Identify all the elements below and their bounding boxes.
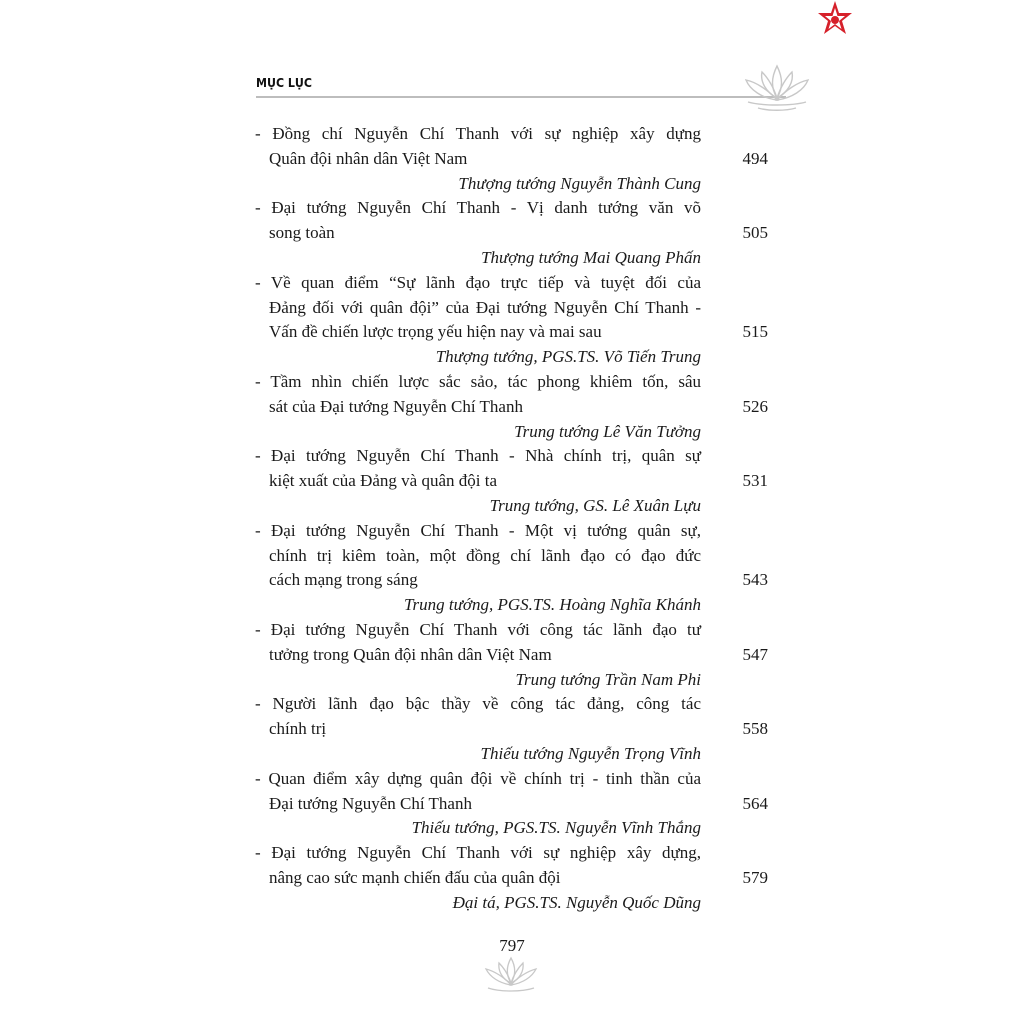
toc-entry-title-line: - Về quan điểm “Sự lãnh đạo trực tiếp và tuyệt đối của — [255, 272, 701, 292]
toc-entry-title-line: - Đại tướng Nguyễn Chí Thanh - Một vị tướng quân sự, — [255, 520, 701, 540]
toc-entry-author: Thượng tướng Nguyễn Thành Cung — [458, 173, 701, 193]
lotus-ornament-bottom-icon — [480, 952, 542, 996]
toc-entry-author: Trung tướng, PGS.TS. Hoàng Nghĩa Khánh — [404, 595, 701, 615]
header-divider — [256, 96, 786, 98]
toc-entry-title-line: - Tầm nhìn chiến lược sắc sảo, tác phong khiêm tốn, sâu — [255, 372, 701, 391]
toc-entry-author: Thiếu tướng, PGS.TS. Nguyễn Vĩnh Thắng — [411, 818, 701, 838]
toc-entry-title-line: - Đại tướng Nguyễn Chí Thanh với sự nghiệp xây dựng, — [255, 843, 701, 863]
page-number: 797 — [499, 936, 525, 955]
toc-entry-page-number: 543 — [742, 570, 768, 590]
lotus-ornament-icon — [738, 58, 816, 118]
toc-entry-title-line: chính trị — [269, 719, 327, 739]
toc-entry-title-line: kiệt xuất của Đảng và quân đội ta — [269, 471, 498, 491]
toc-entry-author: Thiếu tướng Nguyễn Trọng Vĩnh — [480, 744, 701, 763]
toc-entry-title-line: - Đại tướng Nguyễn Chí Thanh - Vị danh tướng văn võ — [255, 198, 701, 218]
toc-entry-page-number: 547 — [742, 644, 768, 664]
toc-entry-title-line: Quân đội nhân dân Việt Nam — [269, 148, 468, 168]
toc-entry-author: Trung tướng, GS. Lê Xuân Lựu — [489, 496, 701, 515]
toc-entry-title-line: Vấn đề chiến lược trọng yếu hiện nay và mai sau — [269, 322, 602, 342]
toc-entry-author: Đại tá, PGS.TS. Nguyễn Quốc Dũng — [452, 892, 701, 912]
toc-entry-title-line: - Đại tướng Nguyễn Chí Thanh - Nhà chính trị, quân sự — [255, 446, 701, 466]
toc-entry-title-line: nâng cao sức mạnh chiến đấu của quân đội — [269, 868, 561, 887]
toc-entry-page-number: 515 — [742, 322, 768, 342]
toc-entry-title-line: sát của Đại tướng Nguyễn Chí Thanh — [269, 396, 523, 416]
toc-entry-page-number: 531 — [742, 471, 768, 491]
toc-entry-author: Thượng tướng Mai Quang Phấn — [481, 248, 701, 267]
toc-entry-title-line: tưởng trong Quân đội nhân dân Việt Nam — [269, 644, 552, 664]
toc-entry-title-line: chính trị kiêm toàn, một đồng chí lãnh đạo có đạo đức — [269, 545, 701, 565]
toc-entry-title-line: cách mạng trong sáng — [269, 570, 418, 590]
toc-entry-title-line: Đại tướng Nguyễn Chí Thanh — [269, 793, 472, 813]
toc-entry-author: Thượng tướng, PGS.TS. Võ Tiến Trung — [435, 347, 701, 367]
toc-entry-title-line: - Đại tướng Nguyễn Chí Thanh với công tác lãnh đạo tư — [255, 620, 701, 639]
toc-entry-author: Trung tướng Trần Nam Phi — [515, 669, 701, 689]
toc-entry-page-number: 494 — [742, 148, 768, 168]
toc-entry-page-number: 558 — [742, 719, 768, 739]
toc-entry-page-number: 579 — [742, 868, 768, 887]
toc-entry-title-line: - Đồng chí Nguyễn Chí Thanh với sự nghiệp xây dựng — [255, 124, 701, 143]
toc-entry-title-line: - Người lãnh đạo bậc thầy về công tác đảng, công tác — [255, 694, 701, 714]
toc-entry-page-number: 505 — [742, 223, 768, 243]
toc-entry-page-number: 564 — [742, 793, 768, 813]
running-header-title: MỤC LỤC — [256, 76, 313, 90]
toc-entry-title-line: song toàn — [269, 223, 335, 243]
toc-entry-title-line: Đảng đối với quân đội” của Đại tướng Nguyễn Chí Thanh - — [269, 297, 701, 317]
toc-entry-author: Trung tướng Lê Văn Tưởng — [514, 421, 701, 441]
toc-entry-page-number: 526 — [742, 396, 768, 416]
publisher-logo-icon — [813, 0, 857, 40]
toc-entry-title-line: - Quan điểm xây dựng quân đội về chính trị - tinh thần của — [255, 768, 701, 788]
